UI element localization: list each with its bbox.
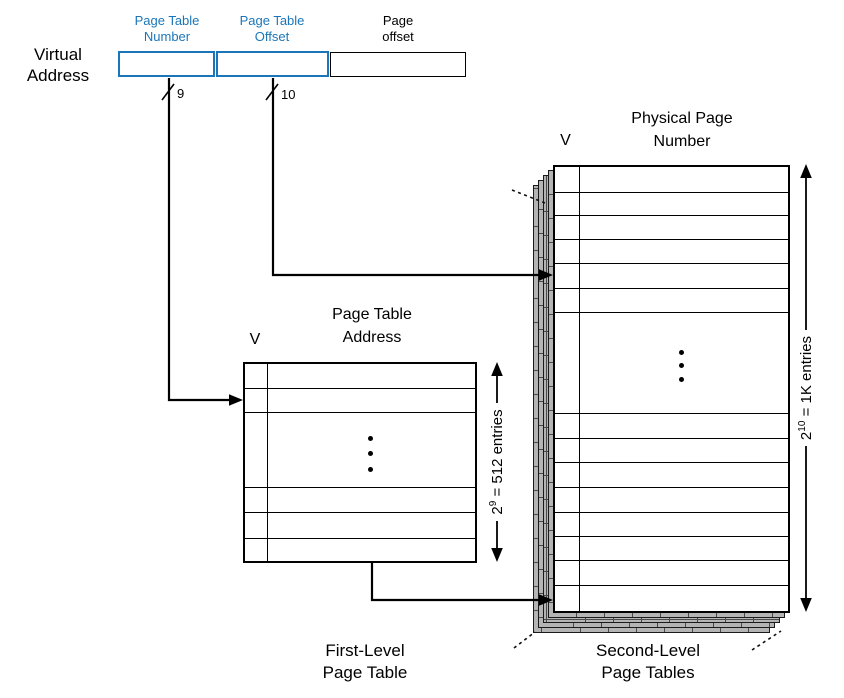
arrowhead-icon: [229, 394, 243, 406]
first-level-caption: [285, 640, 445, 684]
table-row-line: [555, 263, 788, 264]
table-row-line: [245, 512, 475, 513]
ellipsis-dots: [368, 436, 373, 441]
entries-label-text: [487, 403, 507, 520]
stack-continuation-dashes: [514, 632, 535, 648]
valid-column-divider: [267, 364, 268, 561]
table-row-line: [555, 312, 788, 313]
second-level-caption: [568, 640, 728, 684]
arrow-ptn-to-first-level: [169, 78, 230, 400]
header-line: Address: [342, 329, 402, 346]
first-level-entries-label: [487, 382, 507, 542]
ellipsis-dots: [368, 467, 373, 472]
table-row-line: [245, 388, 475, 389]
valid-label-text: V: [249, 331, 261, 348]
second-level-header: [601, 107, 763, 153]
bit-width-9: 9: [177, 86, 185, 101]
table-row-line: [245, 412, 475, 413]
table-row-line: [555, 438, 788, 439]
arrowhead-down-icon: [800, 598, 812, 612]
table-row-line: [555, 215, 788, 216]
caption-line: Page Table: [322, 663, 408, 682]
entries-suffix: = 1K entries: [798, 335, 815, 421]
table-row-line: [555, 239, 788, 240]
second-level-valid-label: [553, 132, 578, 150]
arrowhead-up-icon: [491, 362, 503, 376]
field-label-line: offset: [382, 29, 414, 44]
field-label-page-offset: [348, 13, 448, 45]
virtual-address-label: [8, 44, 108, 86]
entries-label-text: [796, 330, 816, 446]
field-label-line: Page Table: [239, 13, 305, 28]
table-row-line: [555, 585, 788, 586]
table-row-line: [555, 413, 788, 414]
header-line: Physical Page: [631, 110, 733, 127]
ellipsis-dots: [368, 451, 373, 456]
table-row-line: [555, 192, 788, 193]
caption-line: First-Level: [325, 641, 405, 660]
entries-exponent: 9: [488, 500, 499, 507]
field-label-page-table-offset: [222, 13, 322, 45]
ellipsis-dots: [679, 363, 684, 368]
entries-base: 2: [489, 506, 506, 515]
first-level-page-table: [243, 362, 477, 563]
second-level-page-table: [553, 165, 790, 613]
virtual-address-line2: Address: [26, 66, 90, 85]
first-level-header: [292, 303, 452, 349]
table-row-line: [555, 560, 788, 561]
entries-base: 2: [798, 431, 815, 441]
entries-exponent: 10: [797, 420, 808, 432]
header-line: Number: [653, 133, 711, 150]
page-offset-field: [330, 52, 466, 77]
bit-width-10: 10: [281, 87, 296, 102]
caption-line: Page Tables: [601, 663, 695, 682]
stack-continuation-dashes: [752, 631, 781, 650]
virtual-address-line1: Virtual: [34, 45, 82, 64]
arrowhead-up-icon: [800, 164, 812, 178]
table-row-line: [555, 288, 788, 289]
field-label-line: Offset: [254, 29, 290, 44]
table-row-line: [555, 536, 788, 537]
caption-line: Second-Level: [596, 641, 700, 660]
valid-label-text: V: [560, 132, 571, 149]
bit-slash-icon: [266, 84, 278, 100]
table-row-line: [245, 538, 475, 539]
first-level-valid-label: [243, 331, 267, 349]
table-row-line: [555, 512, 788, 513]
entries-suffix: = 512 entries: [489, 409, 506, 501]
field-label-line: Page: [382, 13, 414, 28]
table-row-line: [555, 462, 788, 463]
valid-column-divider: [579, 167, 580, 611]
field-label-line: Page Table: [134, 13, 200, 28]
header-line: Page Table: [332, 306, 412, 323]
table-row-line: [555, 487, 788, 488]
arrowhead-down-icon: [491, 548, 503, 562]
page-table-offset-field: [216, 51, 329, 77]
ellipsis-dots: [679, 350, 684, 355]
table-row-line: [245, 487, 475, 488]
field-label-line: Number: [143, 29, 191, 44]
second-level-entries-label: [796, 303, 816, 473]
ellipsis-dots: [679, 377, 684, 382]
bit-slash-icon: [162, 84, 174, 100]
field-label-page-table-number: [117, 13, 217, 45]
page-table-number-field: [118, 51, 215, 77]
arrow-first-to-second-level: [372, 563, 540, 600]
arrow-pto-to-second-level: [273, 78, 540, 275]
